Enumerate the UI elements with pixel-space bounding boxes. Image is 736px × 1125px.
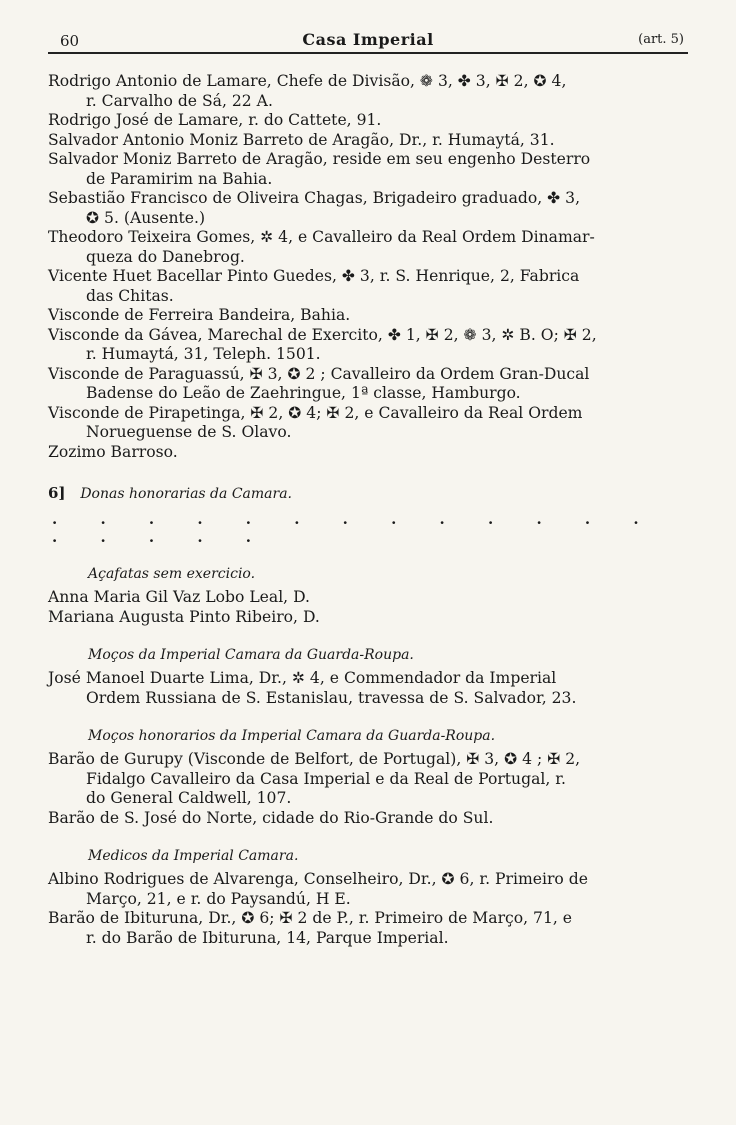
- entry-line: Vicente Huet Bacellar Pinto Guedes, ✤ 3, r. S. Henrique, 2, Fabrica: [48, 267, 580, 285]
- entry: [48, 443, 688, 463]
- entry-line: Sebastião Francisco de Oliveira Chagas, Brigadeiro graduado, ✤ 3,: [48, 189, 581, 207]
- page-title: Casa Imperial: [302, 30, 434, 49]
- entry: [48, 404, 688, 443]
- entry-line: Barão de Gurupy (Visconde de Belfort, de Portugal), ✠ 3, ✪ 4 ; ✠ 2,: [48, 750, 581, 768]
- entry-continuation: queza do Danebrog.: [86, 247, 245, 266]
- entry-continuation: Norueguense de S. Olavo.: [86, 423, 292, 441]
- entry-continuation: Ordem Russiana de S. Estanislau, travessa de S. Salvador, 23.: [86, 688, 577, 707]
- entry: [48, 669, 688, 708]
- entry: [48, 870, 688, 909]
- entry-line: Albino Rodrigues de Alvarenga, Conselheiro, Dr., ✪ 6, r. Primeiro de: [48, 870, 588, 888]
- entry-continuation: do General Caldwell, 107.: [86, 789, 292, 807]
- entry: [48, 131, 688, 151]
- entry: [48, 588, 688, 608]
- section-heading: [48, 484, 688, 502]
- entry-line: Barão de S. José do Norte, cidade do Rio-Grande do Sul.: [48, 808, 494, 827]
- entry-continuation: ✪ 5. (Ausente.): [86, 208, 206, 227]
- subsection-heading: Medicos da Imperial Camara.: [88, 848, 299, 864]
- entry-continuation: Badense do Leão de Zaehringue, 1ª classe, Hamburgo.: [86, 384, 521, 402]
- entry-line: Visconde de Pirapetinga, ✠ 2, ✪ 4; ✠ 2, e Cavalleiro da Real Ordem: [48, 403, 583, 422]
- section-title: Donas honorarias da Camara.: [80, 486, 292, 502]
- entry-line: Rodrigo Antonio de Lamare, Chefe de Divisão, ❁ 3, ✤ 3, ✠ 2, ✪ 4,: [48, 72, 567, 90]
- subsection-heading: Moços honorarios da Imperial Camara da Guarda-Roupa.: [88, 728, 496, 744]
- entry: [48, 189, 688, 228]
- entry-continuation: Fidalgo Cavalleiro da Casa Imperial e da Real de Portugal, r.: [86, 769, 566, 788]
- subsection-list: [48, 566, 688, 948]
- page-content: [48, 72, 688, 948]
- section-reference: (art. 5): [638, 32, 684, 47]
- page-header: [48, 30, 688, 54]
- entry: [48, 306, 688, 326]
- entry-line: Rodrigo José de Lamare, r. do Cattete, 91.: [48, 111, 382, 129]
- entry: [48, 326, 688, 365]
- entry-continuation: das Chitas.: [86, 286, 174, 305]
- entry: [48, 228, 688, 267]
- entry-line: Salvador Antonio Moniz Barreto de Aragão, Dr., r. Humaytá, 31.: [48, 130, 555, 149]
- subsection-heading: Açafatas sem exercicio.: [88, 566, 256, 582]
- entry-line: Salvador Moniz Barreto de Aragão, reside em seu engenho Desterro: [48, 150, 591, 168]
- entry: [48, 111, 688, 131]
- entry-line: Visconde de Ferreira Bandeira, Bahia.: [48, 306, 351, 324]
- entry-continuation: de Paramirim na Bahia.: [86, 169, 273, 188]
- entry-line: José Manoel Duarte Lima, Dr., ✲ 4, e Commendador da Imperial: [48, 669, 557, 687]
- entry-line: Barão de Ibituruna, Dr., ✪ 6; ✠ 2 de P., r. Primeiro de Março, 71, e: [48, 909, 573, 927]
- entry-line: Zozimo Barroso.: [48, 442, 178, 461]
- entry: [48, 750, 688, 809]
- subsection-heading: Moços da Imperial Camara da Guarda-Roupa.: [88, 647, 414, 663]
- entry: [48, 365, 688, 404]
- entry-list: [48, 72, 688, 462]
- page-number: 60: [60, 32, 80, 50]
- entry-line: Visconde de Paraguassú, ✠ 3, ✪ 2 ; Cavalleiro da Ordem Gran-Ducal: [48, 364, 590, 383]
- entry: [48, 608, 688, 628]
- section-number: 6]: [48, 484, 66, 502]
- dotted-separator: . . . . . . . . . . . . . . . . . .: [52, 510, 658, 546]
- entry: [48, 267, 688, 306]
- entry: [48, 150, 688, 189]
- entry-continuation: r. do Barão de Ibituruna, 14, Parque Imperial.: [86, 928, 449, 947]
- entry-continuation: r. Carvalho de Sá, 22 A.: [86, 91, 273, 110]
- entry-line: Mariana Augusta Pinto Ribeiro, D.: [48, 607, 320, 626]
- entry-continuation: r. Humaytá, 31, Teleph. 1501.: [86, 345, 321, 363]
- entry: [48, 909, 688, 948]
- entry: [48, 72, 688, 111]
- entry-line: Theodoro Teixeira Gomes, ✲ 4, e Cavalleiro da Real Ordem Dinamar-: [48, 228, 595, 246]
- entry-line: Visconde da Gávea, Marechal de Exercito, ✤ 1, ✠ 2, ❁ 3, ✲ B. O; ✠ 2,: [48, 325, 597, 344]
- entry-line: Anna Maria Gil Vaz Lobo Leal, D.: [48, 588, 311, 606]
- entry-continuation: Março, 21, e r. do Paysandú, H E.: [86, 889, 351, 908]
- entry: [48, 809, 688, 829]
